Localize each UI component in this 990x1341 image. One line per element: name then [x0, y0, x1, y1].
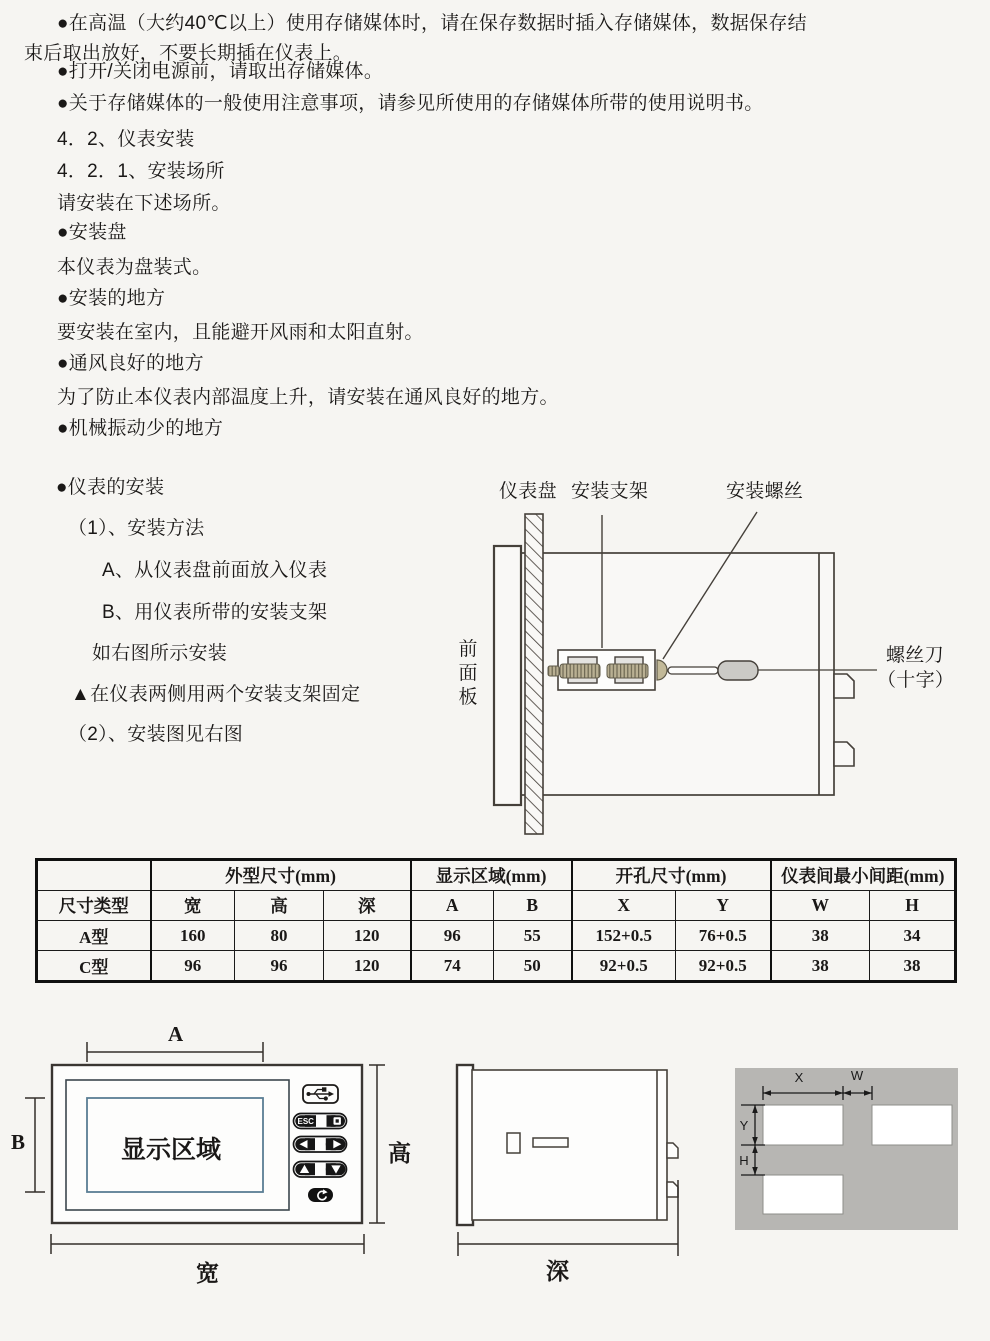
cell: 74 — [411, 951, 494, 982]
esc-key-label: ESC — [297, 1116, 314, 1126]
esc-display-key[interactable] — [294, 1114, 347, 1129]
cell: 38 — [771, 921, 870, 951]
label-mounting-screw: 安装螺丝 — [726, 481, 804, 502]
col-header-depth: 深 — [324, 891, 411, 921]
side-body — [472, 1070, 667, 1220]
cell: 55 — [494, 921, 572, 951]
text-indoor: 要安装在室内，且能避开风雨和太阳直射。 — [57, 322, 424, 343]
text-step-a: A、从仪表盘前面放入仪表 — [102, 560, 328, 581]
display-area-label: 显示区域 — [121, 1137, 222, 1164]
col-header-w: W — [771, 891, 870, 921]
cell: 34 — [870, 921, 956, 951]
dim-label-depth: 深 — [546, 1259, 569, 1284]
col-header-b: B — [494, 891, 572, 921]
dim-label-width: 宽 — [196, 1261, 219, 1286]
col-header-x: X — [572, 891, 676, 921]
text-ventilation: 为了防止本仪表内部温度上升，请安装在通风良好的地方。 — [57, 387, 559, 408]
cell: 80 — [235, 921, 324, 951]
installation-diagram — [440, 470, 990, 840]
dim-label-h: H — [739, 1153, 749, 1168]
col-header-height: 高 — [235, 891, 324, 921]
cell: 50 — [494, 951, 572, 982]
dim-label-height: 高 — [388, 1141, 411, 1166]
dim-label-y: Y — [739, 1118, 749, 1133]
dim-label-w: W — [850, 1068, 864, 1083]
label-front-panel: 前面板 — [458, 639, 478, 708]
col-header-a: A — [411, 891, 494, 921]
group-cutout-size: 开孔尺寸(mm) — [572, 860, 771, 891]
dim-label-b: B — [11, 1130, 26, 1154]
table-row-a-type — [37, 921, 956, 951]
text-two-brackets: ▲在仪表两侧用两个安装支架固定 — [71, 684, 361, 705]
dim-label-x: X — [794, 1070, 804, 1085]
text-step-b: B、用仪表所带的安装支架 — [102, 602, 328, 623]
note-high-temp-line2: 束后取出放好，不要长期插在仪表上。 — [24, 43, 353, 64]
bullet-instrument-install: ●仪表的安装 — [56, 477, 165, 498]
rear-clip-bottom — [834, 742, 854, 766]
group-display-area: 显示区域(mm) — [411, 860, 572, 891]
group-outer-size: 外型尺寸(mm) — [151, 860, 411, 891]
screw-tip — [548, 666, 559, 676]
col-header-h: H — [870, 891, 956, 921]
cutout-hole-top-left — [763, 1105, 843, 1145]
label-screwdriver-cross: （十字） — [877, 670, 955, 691]
cell: 152+0.5 — [572, 921, 676, 951]
cell: C型 — [37, 951, 151, 982]
cutout-hole-bottom-left — [763, 1175, 843, 1214]
section-heading-4-2: 4．2、仪表安装 — [57, 129, 195, 150]
cell: 96 — [411, 921, 494, 951]
table-row-c-type — [37, 951, 956, 982]
text-install-place: 请安装在下述场所。 — [57, 193, 231, 214]
label-screwdriver: 螺丝刀 — [886, 645, 944, 666]
label-instrument-panel: 仪表盘 — [499, 481, 557, 502]
bullet-mounting-panel: ●安装盘 — [57, 222, 127, 243]
cell: 38 — [870, 951, 956, 982]
cutout-hole-top-right — [872, 1105, 952, 1145]
text-panel-mounted: 本仪表为盘装式。 — [57, 257, 212, 278]
enter-key[interactable] — [308, 1188, 333, 1202]
cell: 96 — [151, 951, 235, 982]
cell: 160 — [151, 921, 235, 951]
table-corner-cell — [37, 860, 151, 891]
text-install-figure: （2）、安装图见右图 — [68, 724, 244, 745]
note-high-temp-line1: ●在高温（大约40℃以上）使用存储媒体时，请在保存数据时插入存储媒体，数据保存结 — [57, 13, 807, 34]
rear-clip-top — [834, 674, 854, 698]
col-header-y: Y — [676, 891, 771, 921]
screwdriver-handle — [718, 661, 758, 680]
cell: 76+0.5 — [676, 921, 771, 951]
group-min-spacing: 仪表间最小间距(mm) — [771, 860, 956, 891]
note-general: ●关于存储媒体的一般使用注意事项，请参见所使用的存储媒体所带的使用说明书。 — [57, 93, 764, 114]
screw-thread-left — [560, 664, 600, 678]
left-right-keys[interactable] — [294, 1137, 347, 1153]
bullet-vibration: ●机械振动少的地方 — [57, 418, 224, 439]
bullet-location: ●安装的地方 — [57, 288, 166, 309]
side-bezel — [457, 1065, 473, 1225]
front-bezel — [494, 546, 521, 805]
side-clip-top — [667, 1143, 678, 1158]
side-clip-bottom — [667, 1182, 678, 1197]
cell: 92+0.5 — [572, 951, 676, 982]
screw-thread-right — [607, 664, 648, 678]
bullet-ventilation: ●通风良好的地方 — [57, 353, 204, 374]
screwdriver-shaft — [668, 667, 718, 674]
side-view-diagram — [440, 1040, 690, 1270]
label-mounting-bracket: 安装支架 — [571, 481, 649, 502]
text-install-method: （1）、安装方法 — [68, 518, 205, 539]
cell: 92+0.5 — [676, 951, 771, 982]
col-header-size-type: 尺寸类型 — [37, 891, 151, 921]
cell: 96 — [235, 951, 324, 982]
cell: 38 — [771, 951, 870, 982]
section-heading-4-2-1: 4．2．1、安装场所 — [57, 161, 225, 182]
panel-cutout-diagram — [725, 1060, 990, 1235]
cell: 120 — [324, 951, 411, 982]
cell: A型 — [37, 921, 151, 951]
cell: 120 — [324, 921, 411, 951]
dimension-table — [35, 858, 957, 983]
up-down-keys[interactable] — [294, 1162, 347, 1178]
note-power: ●打开/关闭电源前，请取出存储媒体。 — [57, 61, 384, 82]
panel-wall-hatched — [525, 514, 543, 834]
dim-label-a: A — [168, 1022, 184, 1046]
col-header-width: 宽 — [151, 891, 235, 921]
text-as-shown: 如右图所示安装 — [92, 643, 228, 664]
